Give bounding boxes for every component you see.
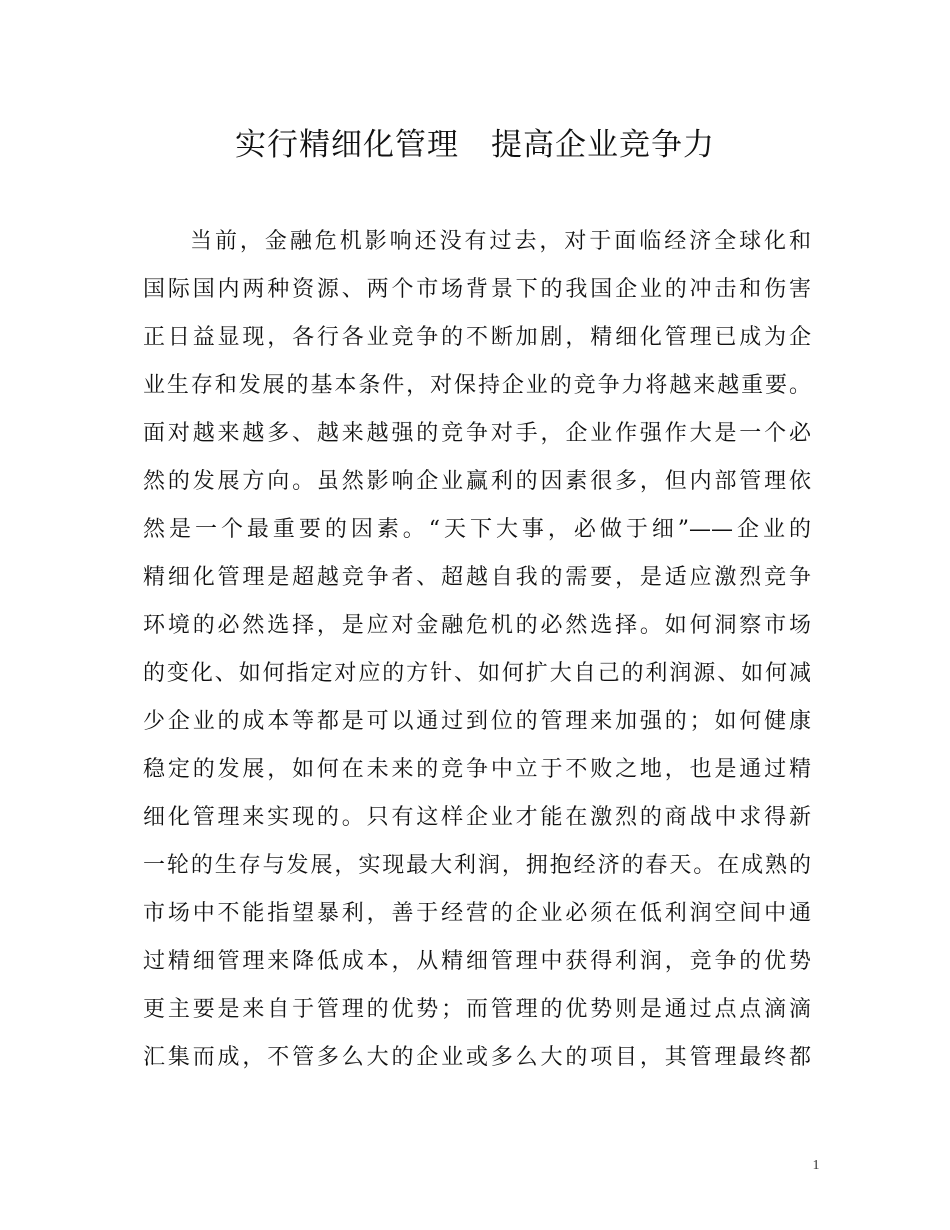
paragraph-line: 细化管理来实现的。只有这样企业才能在激烈的商战中求得新: [143, 805, 811, 830]
paragraph-line: 的变化、如何指定对应的方针、如何扩大自己的利润源、如何减: [143, 661, 811, 686]
paragraph-line: 国际国内两种资源、两个市场背景下的我国企业的冲击和伤害: [143, 277, 811, 302]
page-number: 1: [812, 1158, 820, 1173]
paragraph-line: 正日益显现，各行各业竞争的不断加剧，精细化管理已成为企: [143, 325, 811, 350]
body-paragraph: [143, 222, 811, 1086]
paragraph-line: 更主要是来自于管理的优势；而管理的优势则是通过点点滴滴: [143, 997, 811, 1022]
paragraph-line: 汇集而成，不管多么大的企业或多么大的项目，其管理最终都: [143, 1045, 811, 1070]
paragraph-line: 一轮的生存与发展，实现最大利润，拥抱经济的春天。在成熟的: [143, 853, 811, 878]
paragraph-line: 当前，金融危机影响还没有过去，对于面临经济全球化和: [190, 229, 811, 254]
document-title: 实行精细化管理 提高企业竞争力: [235, 127, 715, 163]
paragraph-line: 精细化管理是超越竞争者、超越自我的需要，是适应激烈竞争: [143, 565, 811, 590]
paragraph-line: 环境的必然选择，是应对金融危机的必然选择。如何洞察市场: [143, 613, 811, 638]
paragraph-line: 过精细管理来降低成本，从精细管理中获得利润，竞争的优势: [143, 949, 811, 974]
paragraph-line: 业生存和发展的基本条件，对保持企业的竞争力将越来越重要。: [143, 373, 811, 398]
paragraph-line: 面对越来越多、越来越强的竞争对手，企业作强作大是一个必: [143, 421, 811, 446]
paragraph-line: 稳定的发展，如何在未来的竞争中立于不败之地，也是通过精: [143, 757, 811, 782]
paragraph-line: 少企业的成本等都是可以通过到位的管理来加强的；如何健康: [143, 709, 811, 734]
paragraph-line: 然的发展方向。虽然影响企业赢利的因素很多，但内部管理依: [143, 469, 811, 494]
paragraph-line: 市场中不能指望暴利，善于经营的企业必须在低利润空间中通: [143, 901, 811, 926]
paragraph-line: 然是一个最重要的因素。“天下大事，必做于细”——企业的: [143, 517, 811, 542]
